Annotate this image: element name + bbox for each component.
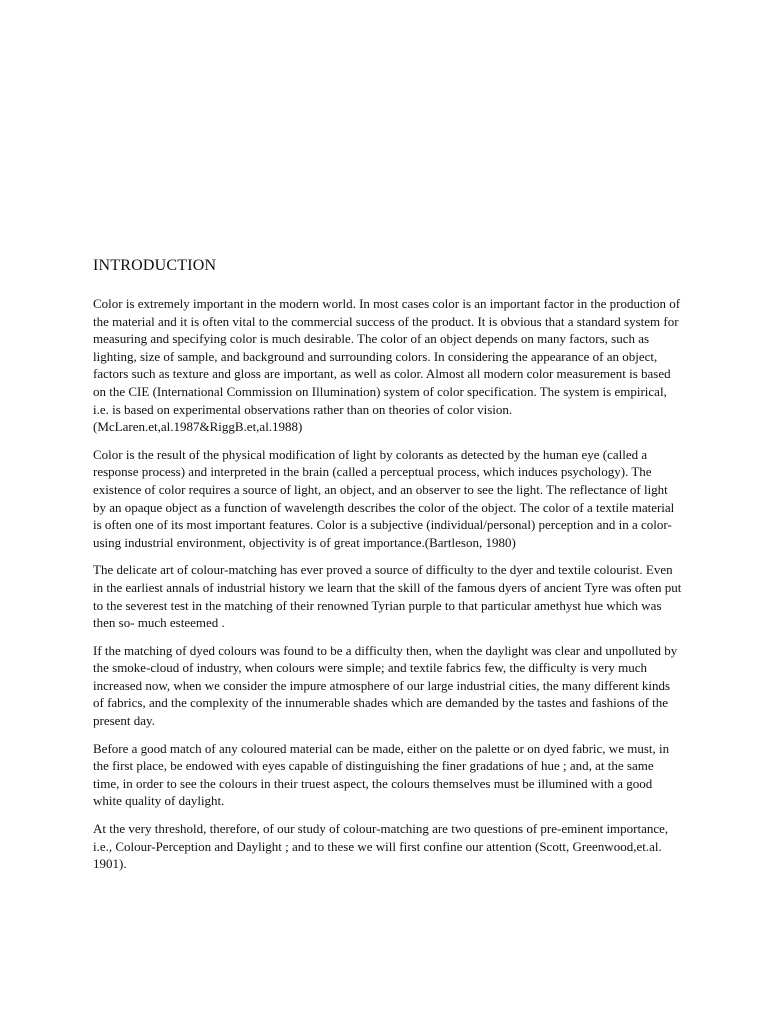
paragraph-3: The delicate art of colour-matching has ever proved a source of difficulty to the dyer and textile colourist. Even in the earliest annals of industrial history we learn that the skill of the famous dyers of ancient Tyre was often put to the severest test in the matching of their renowned Tyrian purple to that particular amethyst hue which was then so- much esteemed . [93, 562, 682, 631]
paragraph-5: Before a good match of any coloured material can be made, either on the palette or on dyed fabric, we must, in the first place, be endowed with eyes capable of distinguishing the finer gradations of hue ; and, at the same time, in order to see the colours in their truest aspect, the colours themselves must be illumined with a good white quality of daylight. [93, 740, 670, 809]
paragraph-2: Color is the result of the physical modification of light by colorants as detected by the human eye (called a response process) and interpreted in the brain (called a perceptual process, which induces psychology). The existence of color requires a source of light, an object, and an observer to see the light. The reflectance of light by an opaque object as a function of wavelength describes the color of the object. The color of a textile material is often one of its most important features. Color is a subjective (individual/personal) perception and in a color-using industrial environment, objectivity is of great importance.(Bartleson, 1980) [93, 446, 675, 550]
document-body [93, 256, 683, 883]
section-heading: INTRODUCTION [93, 257, 217, 274]
paragraph-4: If the matching of dyed colours was found to be a difficulty then, when the daylight was clear and unpolluted by the smoke-cloud of industry, when colours were simple; and textile fabrics few, the difficulty is very much increased now, when we consider the impure atmosphere of our large industrial cities, the many different kinds of fabrics, and the complexity of the innumerable shades which are demanded by the tastes and fashions of the present day. [93, 642, 678, 729]
paragraph-1: Color is extremely important in the modern world. In most cases color is an important factor in the production of the material and it is often vital to the commercial success of the product. It is obvious that a standard system for measuring and specifying color is much desirable. The color of an object depends on many factors, such as lighting, size of sample, and background and surrounding colors. In considering the appearance of an object, factors such as texture and gloss are important, as well as color. Almost all modern color measurement is based on the CIE (International Commission on Illumination) system of color specification. The system is empirical, i.e. is based on experimental observations rather than on theories of color vision. (McLaren.et,al.1987&RiggB.et,al.1988) [93, 296, 681, 435]
paragraph-6: At the very threshold, therefore, of our study of colour-matching are two questions of pre-eminent importance, i.e., Colour-Perception and Daylight ; and to these we will first confine our attention (Scott, Greenwood,et.al. 1901). [93, 821, 669, 872]
